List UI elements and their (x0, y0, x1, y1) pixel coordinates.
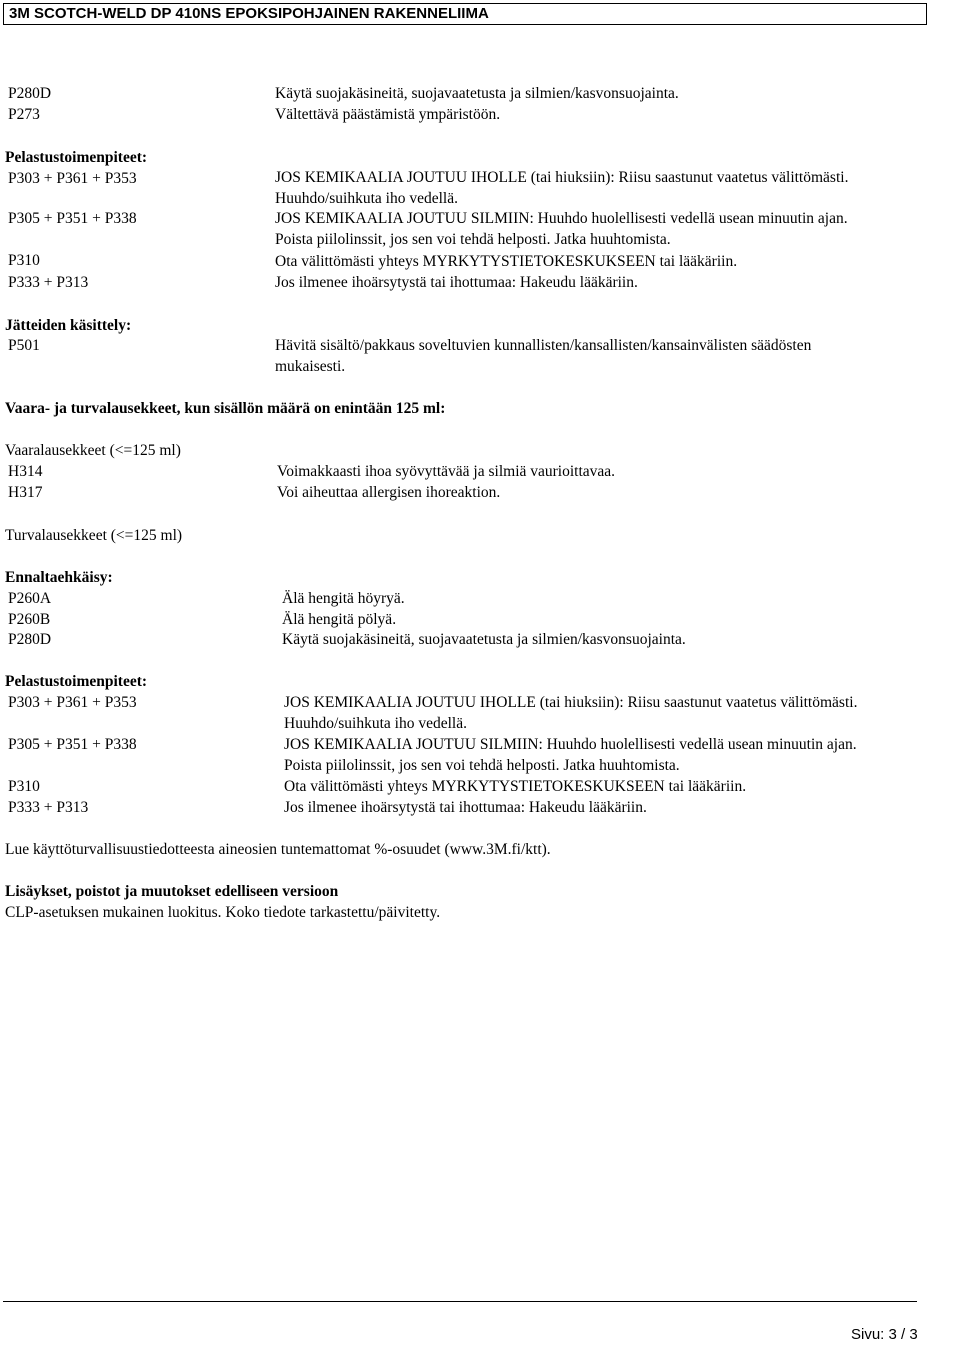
statement-text: JOS KEMIKAALIA JOUTUU SILMIIN: Huuhdo huolellisesti vedellä usean minuutin ajan. (284, 736, 857, 753)
document-title: 3M SCOTCH-WELD DP 410NS EPOKSIPOHJAINEN RAKENNELIIMA (9, 5, 489, 22)
response-heading: Pelastustoimenpiteet: (5, 149, 148, 166)
statement-code: P305 + P351 + P338 (8, 210, 137, 227)
statement-text: Huuhdo/suihkuta iho vedellä. (284, 715, 467, 732)
changes-text: CLP-asetuksen mukainen luokitus. Koko tiedote tarkastettu/päivitetty. (5, 904, 441, 921)
statement-text: Jos ilmenee ihoärsytystä tai ihottumaa: Hakeudu lääkäriin. (284, 799, 647, 816)
disposal-heading: Jätteiden käsittely: (5, 317, 132, 334)
statement-code: P303 + P361 + P353 (8, 694, 137, 711)
footer-divider (3, 1301, 917, 1302)
changes-heading: Lisäykset, poistot ja muutokset edelliseen versioon (5, 883, 339, 900)
unknown-ingredients-note: Lue käyttöturvallisuustiedotteesta aineosien tuntemattomat %-osuudet (www.3M.fi/ktt). (5, 841, 551, 858)
statement-text: Poista piilolinssit, jos sen voi tehdä helposti. Jatka huuhtomista. (275, 231, 671, 248)
hazard-code: H314 (8, 463, 43, 480)
hazard-text: Voimakkaasti ihoa syövyttävää ja silmiä vaurioittavaa. (277, 463, 616, 480)
statement-code: P273 (8, 106, 40, 123)
document-header (3, 3, 927, 25)
statement-code: P260A (8, 590, 52, 607)
statement-code: P310 (8, 778, 40, 795)
statement-text: Älä hengitä höyryä. (282, 590, 405, 607)
statement-code: P333 + P313 (8, 799, 89, 816)
statement-text: mukaisesti. (275, 358, 346, 375)
hazard-heading: Vaaralausekkeet (<=125 ml) (5, 442, 181, 459)
precaution-heading: Turvalausekkeet (<=125 ml) (5, 527, 183, 544)
hazard-text: Voi aiheuttaa allergisen ihoreaktion. (277, 484, 501, 501)
statement-text: Käytä suojakäsineitä, suojavaatetusta ja silmien/kasvonsuojainta. (275, 85, 679, 102)
statement-text: Hävitä sisältö/pakkaus soveltuvien kunnallisten/kansallisten/kansainvälisten säädösten (275, 337, 812, 354)
statement-text: Ota välittömästi yhteys MYRKYTYSTIETOKESKUKSEEN tai lääkäriin. (284, 778, 747, 795)
statement-text: JOS KEMIKAALIA JOUTUU IHOLLE (tai hiuksiin): Riisu saastunut vaatetus välittömästi. (275, 169, 849, 186)
statement-code: P333 + P313 (8, 274, 89, 291)
statement-text: Vältettävä päästämistä ympäristöön. (275, 106, 501, 123)
statement-code: P310 (8, 252, 40, 269)
page-number: Sivu: 3 / 3 (851, 1326, 918, 1343)
statement-text: Älä hengitä pölyä. (282, 611, 397, 628)
statement-code: P501 (8, 337, 40, 354)
response-heading: Pelastustoimenpiteet: (5, 673, 148, 690)
statement-text: JOS KEMIKAALIA JOUTUU SILMIIN: Huuhdo huolellisesti vedellä usean minuutin ajan. (275, 210, 848, 227)
hazard-code: H317 (8, 484, 43, 501)
statement-text: Ota välittömästi yhteys MYRKYTYSTIETOKESKUKSEEN tai lääkäriin. (275, 253, 738, 270)
statement-code: P280D (8, 631, 52, 648)
statement-code: P303 + P361 + P353 (8, 170, 137, 187)
statement-text: Huuhdo/suihkuta iho vedellä. (275, 190, 458, 207)
statement-text: Poista piilolinssit, jos sen voi tehdä helposti. Jatka huuhtomista. (284, 757, 680, 774)
statement-code: P280D (8, 85, 52, 102)
prevention-heading: Ennaltaehkäisy: (5, 569, 113, 586)
statement-code: P305 + P351 + P338 (8, 736, 137, 753)
small-pack-heading: Vaara- ja turvalausekkeet, kun sisällön määrä on enintään 125 ml: (5, 400, 446, 417)
statement-code: P260B (8, 611, 51, 628)
statement-text: Käytä suojakäsineitä, suojavaatetusta ja silmien/kasvonsuojainta. (282, 631, 686, 648)
statement-text: Jos ilmenee ihoärsytystä tai ihottumaa: Hakeudu lääkäriin. (275, 274, 638, 291)
statement-text: JOS KEMIKAALIA JOUTUU IHOLLE (tai hiuksiin): Riisu saastunut vaatetus välittömästi. (284, 694, 858, 711)
